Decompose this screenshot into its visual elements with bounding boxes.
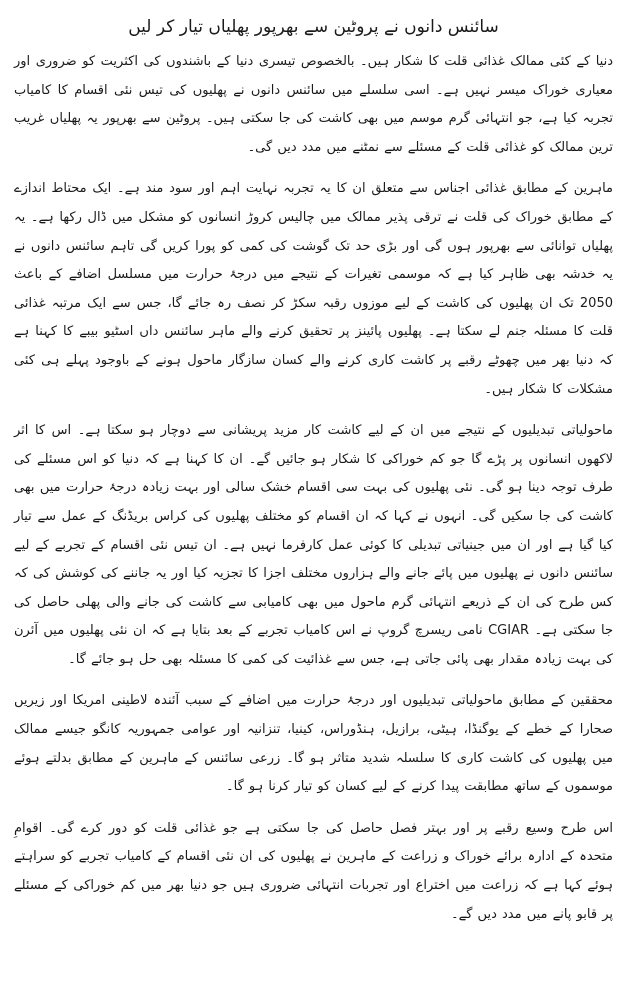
- article-paragraph-1: دنیا کے کئی ممالک غذائی قلت کا شکار ہیں۔ بالخصوص تیسری دنیا کے باشندوں کی اکثریت کو ضروری اور معیاری خوراک میسر نہیں ہے۔ اسی سلسلے میں سائنس دانوں نے پھلیوں کی تیس نئی اقسام کا کامیاب تجربہ کیا ہے، جو انتہائی گرم موسم میں بھی کاشت کی جا سکتی ہیں۔ پروٹین سے بھرپور یہ پھلیاں غریب ترین ممالک کو غذائی قلت کے مسئلے سے نمٹنے میں مدد دیں گی۔: [14, 54, 613, 155]
- article-headline: سائنس دانوں نے پروٹین سے بھرپور پھلیاں تیار کر لیں: [128, 17, 499, 37]
- article-paragraph-5: اس طرح وسیع رقبے پر اور بہتر فصل حاصل کی جا سکتی ہے جو غذائی قلت کو دور کرے گی۔ اقوامِ متحدہ کے ادارہ برائے خوراک و زراعت کے ماہرین نے پھلیوں کی ان نئی اقسام کے کامیاب تجربے کو سراہتے ہوئے کہا ہے کہ زراعت میں اختراع اور تجربات انتہائی ضروری ہیں جو دنیا بھر میں کم خوراکی کے مسئلے پر قابو پانے میں مدد دیں گے۔: [14, 820, 613, 922]
- article-paragraph-2: ماہرین کے مطابق غذائی اجناس سے متعلق ان کا یہ تجربہ نہایت اہم اور سود مند ہے۔ ایک محتاط اندازے کے مطابق خوراک کی قلت نے ترقی پذیر ممالک میں چالیس کروڑ انسانوں کو مشکل میں ڈال رکھا ہے۔ یہ پھلیاں توانائی سے بھرپور ہوں گی اور بڑی حد تک گوشت کی کمی کو پورا کریں گی تاہم سائنس دانوں نے یہ خدشہ بھی ظاہر کیا ہے کہ موسمی تغیرات کے نتیجے میں درجۂ حرارت میں مسلسل اضافے کے باعث 2050 تک ان پھلیوں کی کاشت کے لیے موزوں رقبہ سکڑ کر نصف رہ جائے گا، جس سے ایک مرتبہ غذائی قلت کا مسئلہ جنم لے سکتا ہے۔ پھلیوں پائینز پر تحقیق کرنے والے ماہر سائنس داں اسٹیو بیبے کا کہنا ہے کہ دنیا بھر میں چھوٹے رقبے پر کاشت کاری کرنے والے کسان سازگار ماحول ہونے کے باوجود پہلے ہی کئی مشکلات کا شکار ہیں۔: [14, 181, 613, 397]
- article-paragraph-4: محققین کے مطابق ماحولیاتی تبدیلیوں اور درجۂ حرارت میں اضافے کے سبب آئندہ لاطینی امریکا اور زیریں صحارا کے خطے کے یوگنڈا، ہیٹی، برازیل، ہنڈوراس، کینیا، تنزانیہ اور عوامی جمہوریہ کانگو جیسے ممالک میں پھلیوں کی کاشت کاری کا سلسلہ شدید متاثر ہو گا۔ زرعی سائنس کے ماہرین کے مطابق بدلتے ہوئے موسموں کے ساتھ مطابقت پیدا کرنے کے لیے کسان کو تیار کرنا ہو گا۔: [14, 693, 613, 795]
- article-paragraph-3: ماحولیاتی تبدیلیوں کے نتیجے میں ان کے لیے کاشت کار مزید پریشانی سے دوچار ہو سکتا ہے۔ اس کا اثر لاکھوں انسانوں پر پڑے گا جو کم خوراکی کا شکار ہو جائیں گے۔ ان کا کہنا ہے کہ دنیا کو اس مسئلے کی طرف توجہ دینا ہو گی۔ نئی پھلیوں کی بہت سی اقسام خشک سالی اور بہت زیادہ درجۂ حرارت میں بھی کاشت کی جا سکیں گی۔ انہوں نے کہا کہ ان اقسام کو مختلف پھلیوں کی کراس بریڈنگ کے عمل سے تیار کیا گیا ہے اور ان میں جینیاتی تبدیلی کا کوئی عمل کارفرما نہیں ہے۔ ان تیس نئی اقسام کے تجربے کے لیے سائنس دانوں نے پھلیوں میں پائے جانے والے ہزاروں مختلف اجزا کا تجزیہ کیا اور یہ جاننے کی کوشش کی کہ کس طرح کی ان کے ذریعے انتہائی گرم ماحول میں بھی کامیابی سے کاشت کی جانے والی پھلی حاصل کی جا سکتی ہے۔ CGIAR نامی ریسرچ گروپ نے اس کامیاب تجربے کے بعد بتایا ہے کہ ان نئی پھلیوں میں آئرن کی بہت زیادہ مقدار بھی پائی جاتی ہے، جس سے غذائیت کی کمی کا مسئلہ بھی حل ہو جائے گا۔: [14, 423, 613, 667]
